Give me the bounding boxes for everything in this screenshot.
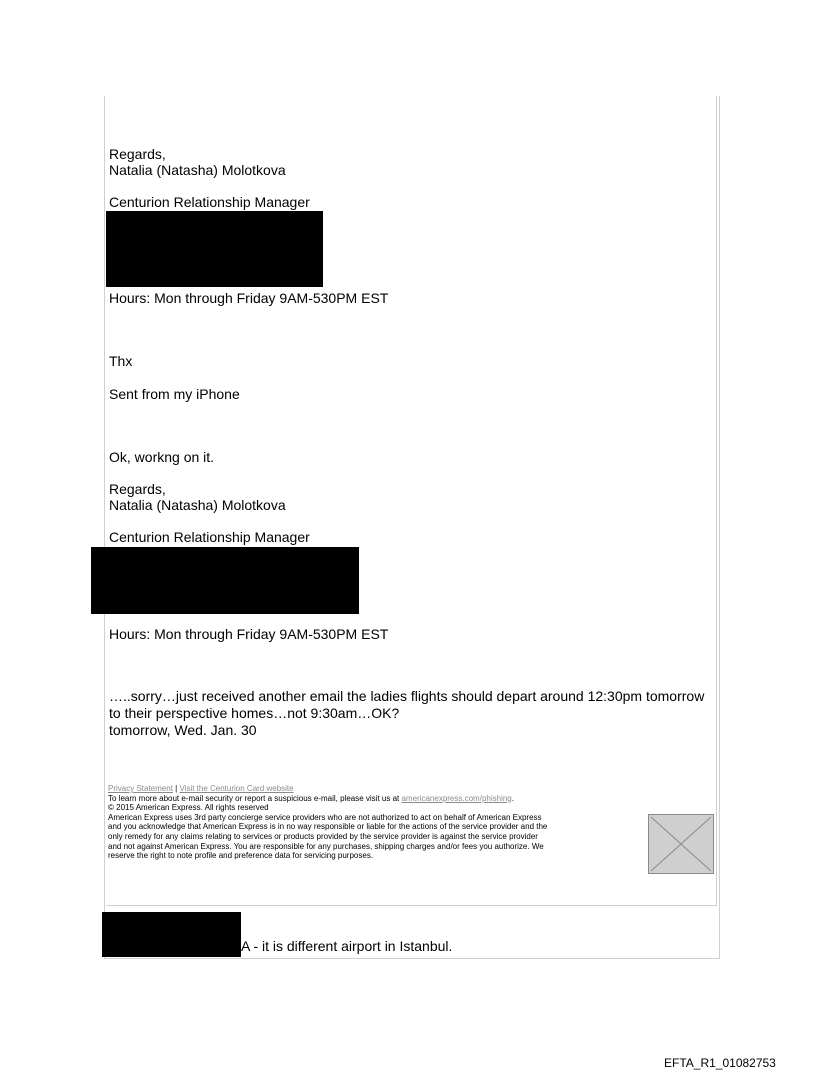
sender-name: Natalia (Natasha) Molotkova — [109, 497, 286, 513]
security-text: To learn more about e-mail security or report a suspicious e-mail, please visit us at — [108, 793, 400, 803]
working-on-it-text: Ok, workng on it. — [109, 449, 215, 465]
sender-name: Natalia (Natasha) Molotkova — [109, 162, 286, 178]
privacy-statement-link[interactable]: Privacy Statement — [108, 784, 173, 793]
office-hours: Hours: Mon through Friday 9AM-530PM EST — [109, 290, 389, 306]
disclaimer-line: and you acknowledge that American Express is in no way responsible or liable for the actions of the service provider and the — [108, 822, 548, 832]
security-period: . — [511, 793, 514, 803]
message-line: to their perspective homes…not 9:30am…OK? — [109, 705, 400, 721]
sender-title: Centurion Relationship Manager — [109, 194, 310, 210]
disclaimer-line: only remedy for any claims relating to services or products provided by the service provider is against the service provider — [108, 831, 538, 841]
frame-divider — [106, 905, 717, 906]
legal-footer — [108, 784, 648, 861]
frame-left-border — [104, 96, 105, 958]
link-separator: | — [175, 784, 178, 793]
redaction-block — [106, 211, 323, 287]
office-hours: Hours: Mon through Friday 9AM-530PM EST — [109, 626, 389, 642]
disclaimer-line: American Express uses 3rd party concierge service providers who are not authorized to act on behalf of American Express — [108, 812, 542, 822]
message-line: …..sorry…just received another email the ladies flights should depart around 12:30pm tomorrow — [109, 688, 705, 704]
bates-number: EFTA_R1_01082753 — [664, 1056, 776, 1070]
iphone-signature: Sent from my iPhone — [109, 386, 240, 402]
redaction-block — [102, 912, 241, 957]
message-line: tomorrow, Wed. Jan. 30 — [109, 722, 257, 738]
reply-text: Thx — [109, 353, 133, 369]
footer-links-row — [108, 784, 648, 794]
broken-image-placeholder-icon — [648, 814, 714, 874]
sender-title: Centurion Relationship Manager — [109, 529, 310, 545]
frame-right-border-outer — [719, 96, 720, 958]
frame-bottom-border — [104, 958, 720, 959]
security-notice — [108, 794, 648, 804]
istanbul-airport-text: A - it is different airport in Istanbul. — [241, 938, 453, 954]
redaction-block — [91, 547, 359, 614]
disclaimer-line: and not against American Express. You are responsible for any purchases, shipping charges and/or fees you authorize. We — [108, 841, 544, 851]
copyright-line: © 2015 American Express. All rights reserved — [108, 803, 269, 813]
disclaimer-line: reserve the right to note profile and preference data for servicing purposes. — [108, 851, 374, 861]
regards-line: Regards, — [109, 481, 166, 497]
phishing-link[interactable]: americanexpress.com/phishing — [401, 793, 512, 803]
frame-right-border — [716, 96, 717, 906]
centurion-website-link[interactable]: Visit the Centurion Card website — [179, 784, 294, 793]
regards-line: Regards, — [109, 146, 166, 162]
